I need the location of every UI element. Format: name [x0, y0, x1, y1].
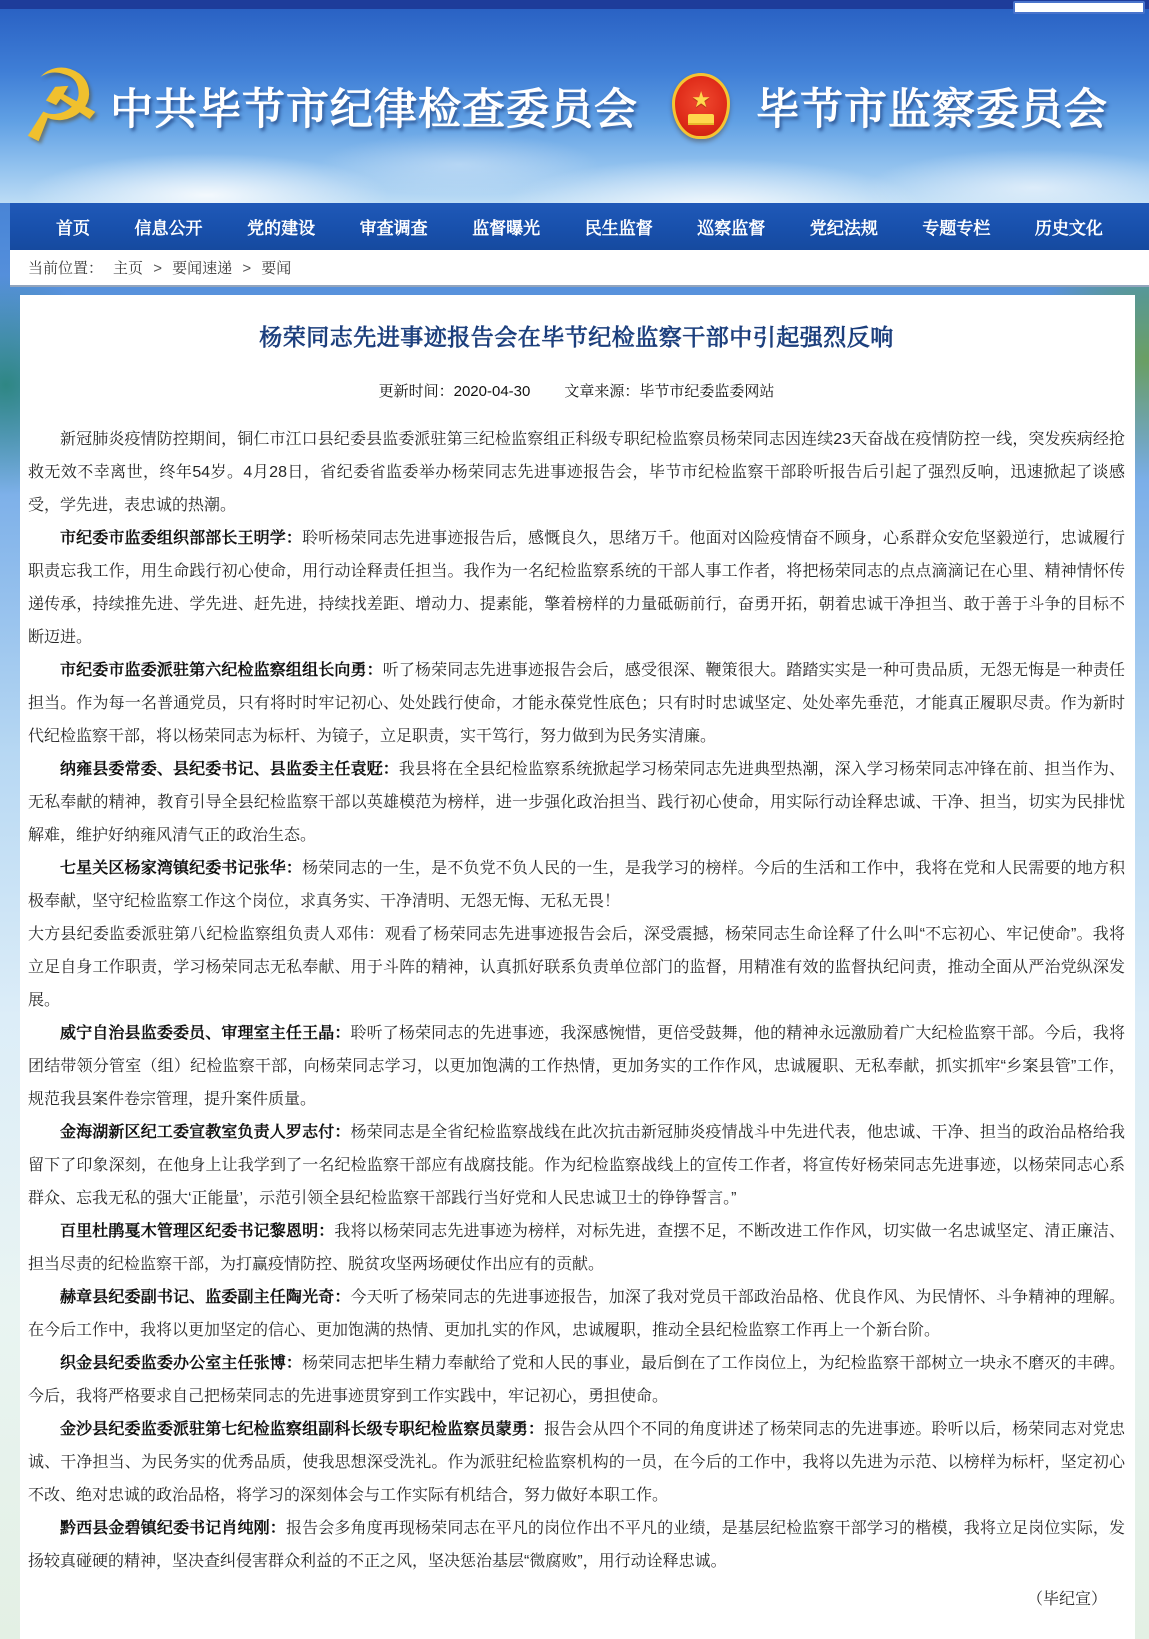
article-paragraph-4 [28, 753, 1125, 852]
article-paragraph-12 [28, 1413, 1125, 1512]
paragraph-text: 听了杨荣同志先进事迹报告会后，感受很深、鞭策很大。踏踏实实是一种可贵品质，无怨无悔是一种责任担当。作为每一名普通党员，只有将时时牢记初心、处处践行使命，才能永葆党性底色；只有时时忠诚坚定、处处率先垂范，才能真正履职尽责。作为新时代纪检监察干部，将以杨荣同志为标杆、为镜子，立足职责，实干笃行，努力做到为民务实清廉。 [28, 662, 1125, 745]
nav-item-10[interactable]: 历史文化 [1034, 219, 1103, 238]
nav-item-2[interactable]: 信息公开 [134, 219, 203, 238]
breadcrumb-link-1[interactable]: 主页 [113, 260, 144, 277]
article-paragraph-7 [28, 1017, 1125, 1116]
nav-item-6[interactable]: 民生监督 [584, 219, 653, 238]
paragraph-text: 观看了杨荣同志先进事迹报告会后，深受震撼，杨荣同志生命诠释了什么叫“不忘初心、牢记使命”。我将立足自身工作职责，学习杨荣同志无私奉献、用于斗阵的精神，认真抓好联系负责单位部门的监督，用精准有效的监督执纪问责，推动全面从严治党纵深发展。 [28, 926, 1125, 1009]
main-nav [10, 203, 1149, 250]
nav-item-5[interactable]: 监督曝光 [472, 219, 541, 238]
brand-row [0, 46, 1149, 165]
article-content [20, 295, 1135, 1639]
article-paragraph-10 [28, 1281, 1125, 1347]
breadcrumb-links [103, 257, 297, 278]
article-title: 杨荣同志先进事迹报告会在毕节纪检监察干部中引起强烈反响 [259, 324, 894, 350]
paragraph-speaker: 百里杜鹃戛木管理区纪委书记黎恩明： [60, 1223, 335, 1240]
paragraph-text: 我将以杨荣同志先进事迹为榜样，对标先进，查摆不足，不断改进工作作风，切实做一名忠诚坚定、清正廉洁、担当尽责的纪检监察干部，为打赢疫情防控、脱贫攻坚两场硬仗作出应有的贡献。 [28, 1223, 1125, 1273]
national-emblem-gate [688, 114, 714, 123]
paragraph-text: 杨荣同志的一生，是不负党不负人民的一生，是我学习的榜样。今后的生活和工作中，我将在党和人民需要的地方积极奉献，坚守纪检监察工作这个岗位，求真务实、干净清明、无怨无悔、无私无畏！ [28, 860, 1125, 910]
paragraph-text: 聆听了杨荣同志的先进事迹，我深感惋惜，更倍受鼓舞，他的精神永远激励着广大纪检监察干部。今后，我将团结带领分管室（组）纪检监察干部，向杨荣同志学习，以更加饱满的工作热情，更加务实的工作作风，忠诚履职、无私奉献，抓实抓牢“乡案县管”工作，规范我县案件卷宗管理，提升案件质量。 [28, 1025, 1125, 1108]
paragraph-text: 杨荣同志是全省纪检监察战线在此次抗击新冠肺炎疫情战斗中先进代表，他忠诚、干净、担当的政治品格给我留下了印象深刻，在他身上让我学到了一名纪检监察干部应有战腐技能。作为纪检监察战线上的宣传工作者，将宣传好杨荣同志先进事迹，以杨荣同志心系群众、忘我无私的强大‘正能量’，示范引领全县纪检监察干部践行当好党和人民忠诚卫士的铮铮誓言。” [28, 1124, 1125, 1207]
source-label: 文章来源： [564, 383, 640, 400]
breadcrumb [10, 250, 1149, 287]
article-paragraph-2 [28, 522, 1125, 654]
topbar-search-box[interactable] [1013, 1, 1145, 14]
national-emblem-icon [672, 73, 730, 139]
article-paragraph-13 [28, 1512, 1125, 1578]
party-emblem-icon: ☭ [8, 46, 110, 165]
site-title-supervisory-commission: 毕节市监察委员会 [756, 85, 1109, 134]
article-paragraph-8 [28, 1116, 1125, 1215]
updated-label: 更新时间： [378, 383, 454, 400]
source-value: 毕节市纪委监委网站 [639, 383, 775, 400]
article-paragraph-1 [28, 423, 1125, 522]
paragraph-speaker: 黔西县金碧镇纪委书记肖纯刚： [60, 1520, 286, 1537]
site-header [0, 9, 1149, 203]
breadcrumb-separator: > [149, 260, 167, 277]
nav-item-1[interactable]: 首页 [56, 219, 90, 238]
breadcrumb-link-2[interactable]: 要闻速递 [172, 260, 233, 277]
paragraph-speaker: 大方县纪委监委派驻第八纪检监察组负责人邓伟： [28, 926, 385, 943]
breadcrumb-separator: > [238, 260, 256, 277]
paragraph-text: 杨荣同志把毕生精力奉献给了党和人民的事业，最后倒在了工作岗位上，为纪检监察干部树立一块永不磨灭的丰碑。今后，我将严格要求自己把杨荣同志的先进事迹贯穿到工作实践中，牢记初心，勇担使命。 [28, 1355, 1125, 1405]
article-paragraph-5 [28, 852, 1125, 918]
paragraph-text: 报告会多角度再现杨荣同志在平凡的岗位作出不平凡的业绩，是基层纪检监察干部学习的楷模，我将立足岗位实际，发扬较真碰硬的精神，坚决查纠侵害群众利益的不正之风，坚决惩治基层“微腐败”，用行动诠释忠诚。 [28, 1520, 1125, 1570]
updated-value: 2020-04-30 [453, 383, 531, 400]
nav-item-9[interactable]: 专题专栏 [922, 219, 991, 238]
paragraph-text: 报告会从四个不同的角度讲述了杨荣同志的先进事迹。聆听以后，杨荣同志对党忠诚、干净担当、为民务实的优秀品质，使我思想深受洗礼。作为派驻纪检监察机构的一员，在今后的工作中，我将以先进为示范、以榜样为标杆，坚定初心不改、绝对忠诚的政治品格，将学习的深刻体会与工作实际有机结合，努力做好本职工作。 [28, 1421, 1125, 1504]
breadcrumb-label: 当前位置： [28, 260, 104, 277]
article-body [28, 423, 1125, 1578]
nav-item-4[interactable]: 审查调查 [359, 219, 428, 238]
article-paragraph-11 [28, 1347, 1125, 1413]
article-meta [28, 380, 1125, 401]
paragraph-text: 今天听了杨荣同志的先进事迹报告，加深了我对党员干部政治品格、优良作风、为民情怀、斗争精神的理解。在今后工作中，我将以更加坚定的信心、更加饱满的热情、更加扎实的作风，忠诚履职，推动全县纪检监察工作再上一个新台阶。 [28, 1289, 1125, 1339]
article-paragraph-3 [28, 654, 1125, 753]
nav-item-3[interactable]: 党的建设 [247, 219, 316, 238]
paragraph-text: 新冠肺炎疫情防控期间，铜仁市江口县纪委县监委派驻第三纪检监察组正科级专职纪检监察员杨荣同志因连续23天奋战在疫情防控一线，突发疾病经抢救无效不幸离世，终年54岁。4月28日，省纪委省监委举办杨荣同志先进事迹报告会，毕节市纪检监察干部聆听报告后引起了强烈反响，迅速掀起了谈感受，学先进，表忠诚的热潮。 [28, 431, 1125, 514]
paragraph-text: 聆听杨荣同志先进事迹报告后，感慨良久，思绪万千。他面对凶险疫情奋不顾身，心系群众安危坚毅逆行，忠诚履行职责忘我工作，用生命践行初心使命，用行动诠释责任担当。我作为一名纪检监察系统的干部人事工作者，将把杨荣同志的点点滴滴记在心里、精神情怀传递传承，持续推先进、学先进、赶先进，持续找差距、增动力、提素能，擎着榜样的力量砥砺前行，奋勇开拓，朝着忠诚干净担当、敢于善于斗争的目标不断迈进。 [28, 530, 1125, 646]
topbar [0, 0, 1149, 9]
paragraph-speaker: 市纪委市监委组织部部长王明学： [60, 530, 303, 547]
paragraph-speaker: 赫章县纪委副书记、监委副主任陶光奇： [60, 1289, 351, 1306]
article-paragraph-6 [28, 918, 1125, 1017]
paragraph-speaker: 织金县纪委监委办公室主任张博： [60, 1355, 303, 1372]
nav-item-7[interactable]: 巡察监督 [697, 219, 766, 238]
paragraph-speaker: 金海湖新区纪工委宣教室负责人罗志付： [60, 1124, 351, 1141]
article-paragraph-9 [28, 1215, 1125, 1281]
paragraph-text: 我县将在全县纪检监察系统掀起学习杨荣同志先进典型热潮，深入学习杨荣同志冲锋在前、担当作为、无私奉献的精神，教育引导全县纪检监察干部以英雄模范为榜样，进一步强化政治担当、践行初心使命，用实际行动诠释忠诚、干净、担当，切实为民排忧解难，维护好纳雍风清气正的政治生态。 [28, 761, 1125, 844]
paragraph-speaker: 纳雍县委常委、县纪委书记、县监委主任袁觃： [60, 761, 399, 778]
breadcrumb-link-3[interactable]: 要闻 [261, 260, 292, 277]
paragraph-speaker: 威宁自治县监委委员、审理室主任王晶： [60, 1025, 351, 1042]
paragraph-speaker: 金沙县纪委监委派驻第七纪检监察组副科长级专职纪检监察员蒙勇： [60, 1421, 545, 1438]
national-emblem-star: ★ [691, 87, 711, 112]
article-signoff: （毕纪宣） [1026, 1591, 1107, 1608]
site-title-discipline-commission: 中共毕节市纪律检查委员会 [110, 85, 639, 134]
paragraph-speaker: 市纪委市监委派驻第六纪检监察组组长向勇： [60, 662, 383, 679]
nav-item-8[interactable]: 党纪法规 [809, 219, 878, 238]
paragraph-speaker: 七星关区杨家湾镇纪委书记张华： [60, 860, 303, 877]
